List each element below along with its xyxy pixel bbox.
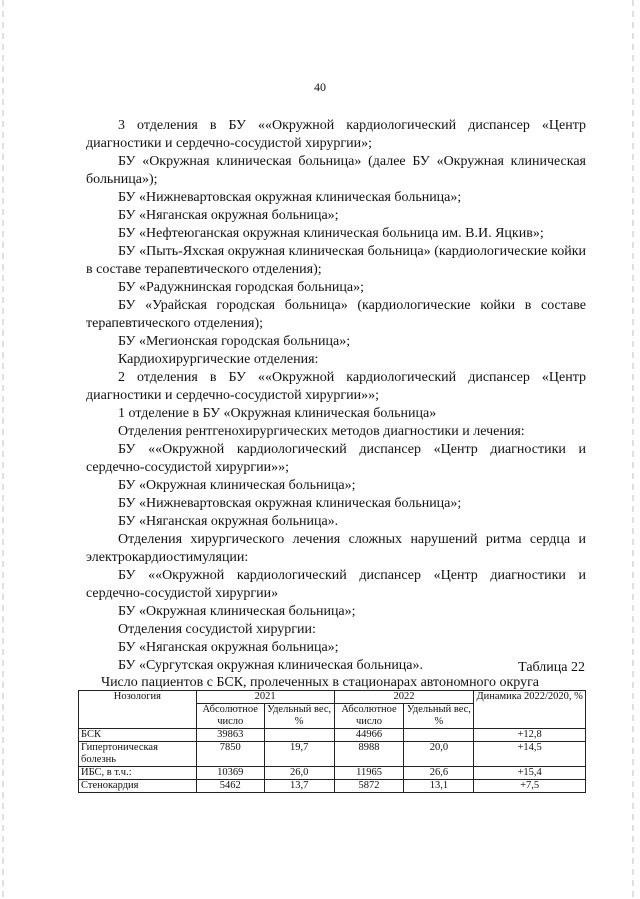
header-year-2022: 2022 <box>334 691 474 704</box>
body-paragraph: Отделения хирургического лечения сложных нарушений ритма сердца и электрокардиостимуляции: <box>86 532 586 565</box>
row-name: ИБС, в т.ч.: <box>79 767 197 780</box>
row-dynamics: +12,8 <box>474 729 586 742</box>
scan-edge-left <box>2 0 4 899</box>
header-dynamics: Динамика 2022/2020, % <box>474 691 586 729</box>
header-abs-2022: Абсолютное число <box>334 704 404 729</box>
table-row <box>79 767 586 780</box>
row-abs-2022: 11965 <box>334 767 404 780</box>
row-dynamics: +7,5 <box>474 780 586 793</box>
body-paragraph: БУ «Сургутская окружная клиническая больница». <box>118 658 424 673</box>
body-paragraph: БУ «Няганская окружная больница». <box>118 514 339 529</box>
row-abs-2021: 10369 <box>196 767 264 780</box>
body-paragraph: БУ «Нижневартовская окружная клиническая больница»; <box>118 190 462 205</box>
body-paragraph: Отделения сосудистой хирургии: <box>118 622 316 637</box>
document-body <box>86 117 586 675</box>
row-share-2022: 13,1 <box>404 780 474 793</box>
row-dynamics: +15,4 <box>474 767 586 780</box>
row-abs-2021: 39863 <box>196 729 264 742</box>
row-dynamics: +14,5 <box>474 742 586 767</box>
row-abs-2022: 5872 <box>334 780 404 793</box>
row-share-2021 <box>264 729 334 742</box>
row-name: БСК <box>79 729 197 742</box>
row-share-2022 <box>404 729 474 742</box>
table-row <box>79 729 586 742</box>
patients-table <box>78 690 586 793</box>
row-share-2021: 26,0 <box>264 767 334 780</box>
scan-edge-right <box>632 0 634 899</box>
body-paragraph: БУ «Пыть-Яхская окружная клиническая больница» (кардиологические койки в составе терапевтического отделения); <box>86 244 586 277</box>
row-abs-2021: 5462 <box>196 780 264 793</box>
table-row <box>79 742 586 767</box>
body-paragraph: БУ «Радужнинская городская больница»; <box>118 280 364 295</box>
header-share-2022: Удельный вес, % <box>404 704 474 729</box>
body-paragraph: БУ «Нефтеюганская окружная клиническая больница им. В.И. Яцкив»; <box>118 226 544 241</box>
body-paragraph: БУ «Урайская городская больница» (кардиологические койки в составе терапевтического отделения); <box>86 298 586 331</box>
body-paragraph: БУ «Няганская окружная больница»; <box>118 640 339 655</box>
row-share-2022: 26,6 <box>404 767 474 780</box>
body-paragraph: Кардиохирургические отделения: <box>118 352 319 367</box>
page-number: 40 <box>314 80 326 94</box>
row-name: Гипертоническая болезнь <box>79 742 197 767</box>
body-paragraph: БУ ««Окружной кардиологический диспансер «Центр диагностики и сердечно-сосудистой хирургии» <box>86 568 586 601</box>
table-label: Таблица 22 <box>518 660 585 675</box>
row-name: Стенокардия <box>79 780 197 793</box>
body-paragraph: БУ «Окружная клиническая больница»; <box>118 478 356 493</box>
table-caption: Число пациентов с БСК, пролеченных в стационарах автономного округа <box>100 675 540 690</box>
body-paragraph: Отделения рентгенохирургических методов диагностики и лечения: <box>118 424 525 439</box>
row-abs-2022: 44966 <box>334 729 404 742</box>
row-share-2021: 13,7 <box>264 780 334 793</box>
header-year-2021: 2021 <box>196 691 334 704</box>
body-paragraph: БУ «Окружная клиническая больница»; <box>118 604 356 619</box>
header-nosology: Нозология <box>79 691 197 729</box>
row-abs-2022: 8988 <box>334 742 404 767</box>
body-paragraph: БУ ««Окружной кардиологический диспансер «Центр диагностики и сердечно-сосудистой хирургии»»; <box>86 442 586 475</box>
header-abs-2021: Абсолютное число <box>196 704 264 729</box>
body-paragraph: 1 отделение в БУ «Окружная клиническая больница» <box>118 406 437 421</box>
body-paragraph: БУ «Нижневартовская окружная клиническая больница»; <box>118 496 462 511</box>
body-paragraph: БУ «Няганская окружная больница»; <box>118 208 339 223</box>
row-share-2021: 19,7 <box>264 742 334 767</box>
row-abs-2021: 7850 <box>196 742 264 767</box>
header-share-2021: Удельный вес, % <box>264 704 334 729</box>
table-row <box>79 780 586 793</box>
body-paragraph: БУ «Окружная клиническая больница» (далее БУ «Окружная клиническая больница»); <box>86 154 586 187</box>
body-paragraph: 2 отделения в БУ ««Окружной кардиологический диспансер «Центр диагностики и сердечно-сосудистой хирургии»»; <box>86 370 586 403</box>
body-paragraph: БУ «Мегионская городская больница»; <box>118 334 351 349</box>
body-paragraph: 3 отделения в БУ ««Окружной кардиологический диспансер «Центр диагностики и сердечно-сосудистой хирургии»; <box>86 118 586 151</box>
row-share-2022: 20,0 <box>404 742 474 767</box>
